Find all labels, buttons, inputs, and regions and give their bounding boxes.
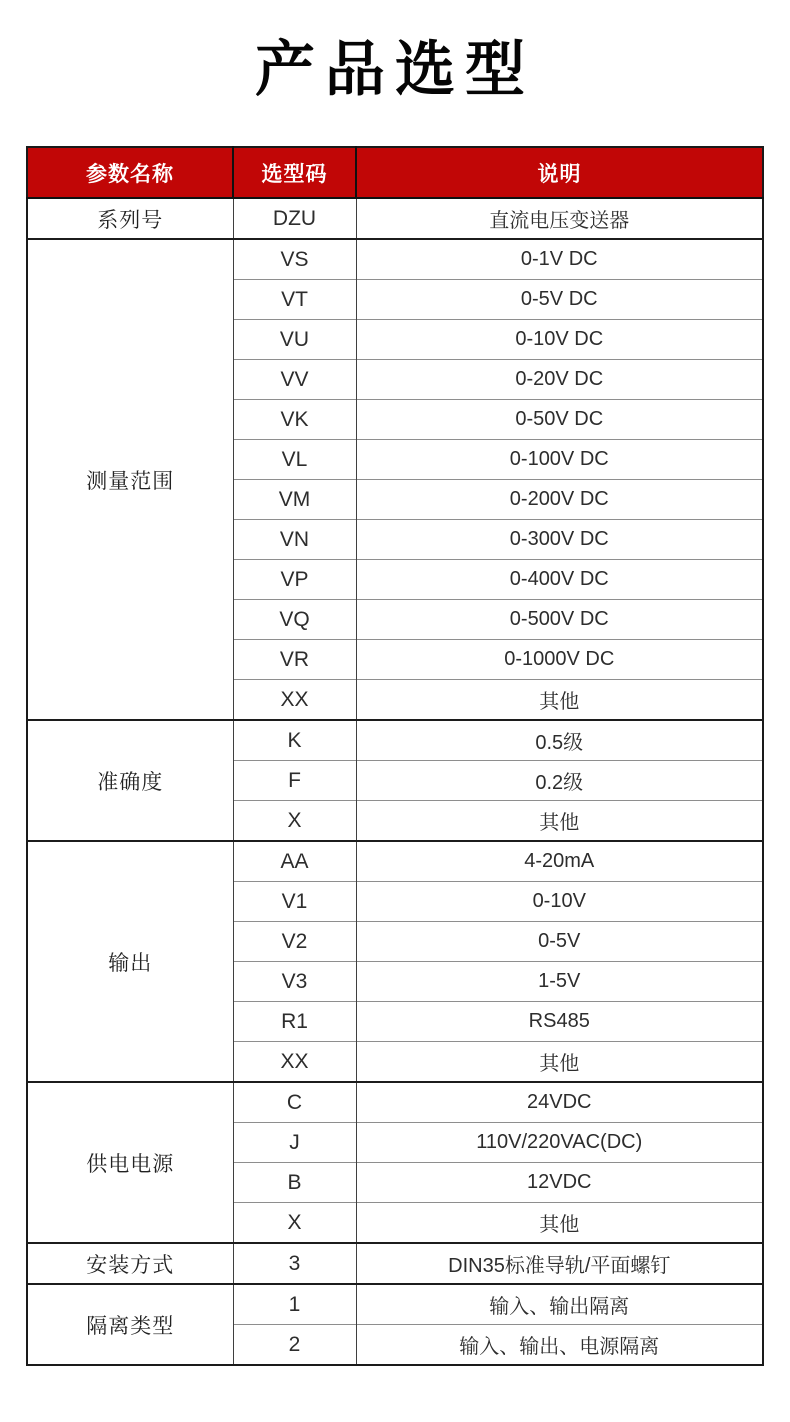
desc-cell: 0-1V DC <box>356 239 763 280</box>
header-description: 说明 <box>356 147 763 198</box>
code-cell: B <box>233 1163 356 1203</box>
code-cell: V3 <box>233 962 356 1002</box>
code-cell: X <box>233 801 356 842</box>
code-cell: VK <box>233 400 356 440</box>
product-selection-table <box>26 146 764 1366</box>
code-cell: VN <box>233 520 356 560</box>
desc-cell: DIN35标准导轨/平面螺钉 <box>356 1243 763 1284</box>
table-row <box>27 841 763 882</box>
param-name-cell: 供电电源 <box>27 1082 233 1243</box>
desc-cell: 0-10V <box>356 882 763 922</box>
desc-cell: 0-1000V DC <box>356 640 763 680</box>
table-row <box>27 1243 763 1284</box>
code-cell: VP <box>233 560 356 600</box>
param-name-cell: 隔离类型 <box>27 1284 233 1365</box>
code-cell: K <box>233 720 356 761</box>
code-cell: VS <box>233 239 356 280</box>
code-cell: AA <box>233 841 356 882</box>
desc-cell: 0-50V DC <box>356 400 763 440</box>
header-param-name: 参数名称 <box>27 147 233 198</box>
param-name-cell: 系列号 <box>27 198 233 239</box>
code-cell: 2 <box>233 1325 356 1366</box>
desc-cell: 0-500V DC <box>356 600 763 640</box>
desc-cell: 0.5级 <box>356 720 763 761</box>
desc-cell: 0-10V DC <box>356 320 763 360</box>
code-cell: F <box>233 761 356 801</box>
code-cell: 1 <box>233 1284 356 1325</box>
desc-cell: 1-5V <box>356 962 763 1002</box>
code-cell: C <box>233 1082 356 1123</box>
table-row <box>27 720 763 761</box>
desc-cell: 12VDC <box>356 1163 763 1203</box>
code-cell: VU <box>233 320 356 360</box>
param-name-cell: 输出 <box>27 841 233 1082</box>
table-row <box>27 239 763 280</box>
desc-cell: 0-5V <box>356 922 763 962</box>
desc-cell: 24VDC <box>356 1082 763 1123</box>
code-cell: V1 <box>233 882 356 922</box>
code-cell: V2 <box>233 922 356 962</box>
table-row <box>27 1082 763 1123</box>
code-cell: R1 <box>233 1002 356 1042</box>
code-cell: VQ <box>233 600 356 640</box>
code-cell: 3 <box>233 1243 356 1284</box>
desc-cell: 直流电压变送器 <box>356 198 763 239</box>
desc-cell: 其他 <box>356 680 763 721</box>
desc-cell: 其他 <box>356 1203 763 1244</box>
code-cell: VR <box>233 640 356 680</box>
desc-cell: 其他 <box>356 1042 763 1083</box>
page-title: 产品选型 <box>255 36 535 103</box>
code-cell: X <box>233 1203 356 1244</box>
code-cell: XX <box>233 1042 356 1083</box>
code-cell: VV <box>233 360 356 400</box>
code-cell: DZU <box>233 198 356 239</box>
desc-cell: RS485 <box>356 1002 763 1042</box>
code-cell: VT <box>233 280 356 320</box>
desc-cell: 110V/220VAC(DC) <box>356 1123 763 1163</box>
desc-cell: 4-20mA <box>356 841 763 882</box>
code-cell: J <box>233 1123 356 1163</box>
table-body <box>27 198 763 1365</box>
desc-cell: 0.2级 <box>356 761 763 801</box>
desc-cell: 其他 <box>356 801 763 842</box>
desc-cell: 输入、输出隔离 <box>356 1284 763 1325</box>
desc-cell: 0-5V DC <box>356 280 763 320</box>
code-cell: VM <box>233 480 356 520</box>
desc-cell: 0-20V DC <box>356 360 763 400</box>
code-cell: XX <box>233 680 356 721</box>
desc-cell: 0-100V DC <box>356 440 763 480</box>
desc-cell: 0-400V DC <box>356 560 763 600</box>
desc-cell: 0-200V DC <box>356 480 763 520</box>
table-row <box>27 198 763 239</box>
desc-cell: 0-300V DC <box>356 520 763 560</box>
param-name-cell: 准确度 <box>27 720 233 841</box>
desc-cell: 输入、输出、电源隔离 <box>356 1325 763 1366</box>
header-selection-code: 选型码 <box>233 147 356 198</box>
param-name-cell: 测量范围 <box>27 239 233 720</box>
table-header-row <box>27 147 763 198</box>
code-cell: VL <box>233 440 356 480</box>
table-row <box>27 1284 763 1325</box>
param-name-cell: 安装方式 <box>27 1243 233 1284</box>
